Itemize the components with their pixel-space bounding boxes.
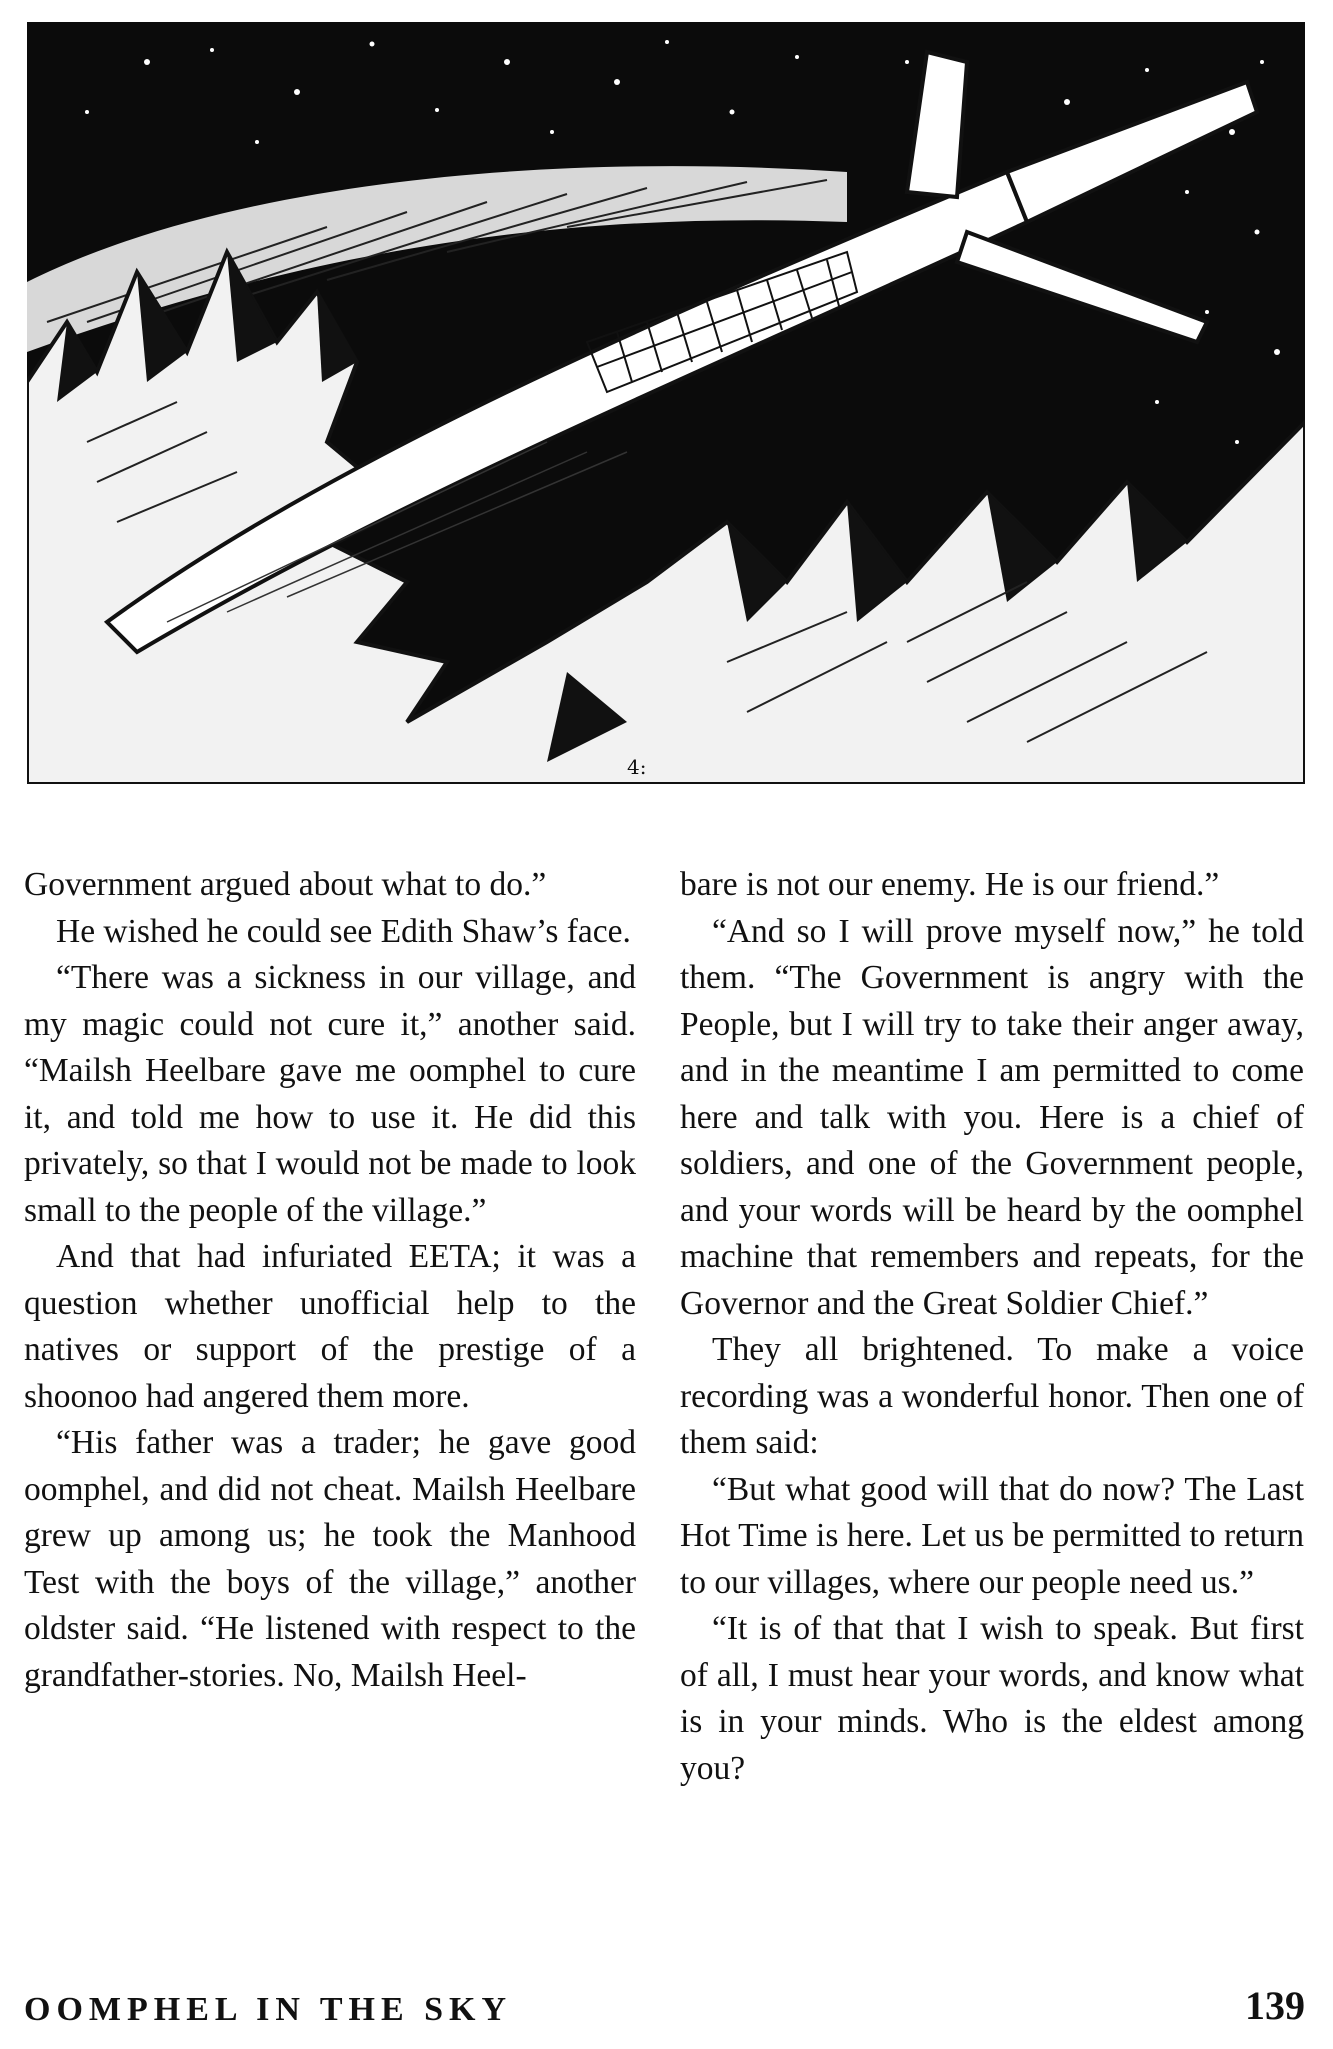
right-text-column: [680, 862, 1304, 1792]
paragraph: “There was a sickness in our village, and my magic could not cure it,” another said. “Mailsh Heelbare gave me oomphel to cure it, and told me how to use it. He did this privately, so that I would not be made to look small to the people of the village.”: [24, 959, 636, 1229]
paragraph: They all brightened. To make a voice recording was a wonderful honor. Then one of them said:: [680, 1331, 1304, 1461]
paragraph: Government argued about what to do.”: [24, 866, 547, 903]
paragraph: “And so I will prove myself now,” he told them. “The Government is angry with the People, but I will try to take their anger away, and in the meantime I am permitted to come here and talk with you. Here is a chief of soldiers, and one of the Government people, and your words will be heard by the oomphel machine that remembers and repeats, for the Governor and the Great Soldier Chief.”: [680, 912, 1304, 1322]
page-number: 139: [1245, 1983, 1305, 2028]
paragraph: And that had infuriated EETA; it was a question whether unofficial help to the natives or support of the prestige of a shoonoo had angered them more.: [24, 1238, 636, 1415]
paragraph: “It is of that that I wish to speak. But first of all, I must hear your words, and know what is in your minds. Who is the eldest among you?: [680, 1610, 1304, 1787]
paragraph: “His father was a trader; he gave good oomphel, and did not cheat. Mailsh Heelbare grew up among us; he took the Manhood Test with the boys of the village,” another oldster said. “He listened with respect to the grandfather-stories. No, Mailsh Heel-: [24, 1424, 636, 1694]
paragraph: He wished he could see Edith Shaw’s face.: [56, 912, 631, 950]
illustration: [27, 22, 1305, 784]
paragraph: bare is not our enemy. He is our friend.”: [680, 866, 1220, 903]
left-text-column: [24, 862, 636, 1699]
running-footer-title: OOMPHEL IN THE SKY: [24, 1991, 513, 2028]
paragraph: “But what good will that do now? The Last Hot Time is here. Let us be permitted to return to our villages, where our people need us.”: [680, 1470, 1304, 1601]
illustration-signature: 4:: [627, 755, 647, 779]
spaceship-illustration: [27, 22, 1305, 784]
